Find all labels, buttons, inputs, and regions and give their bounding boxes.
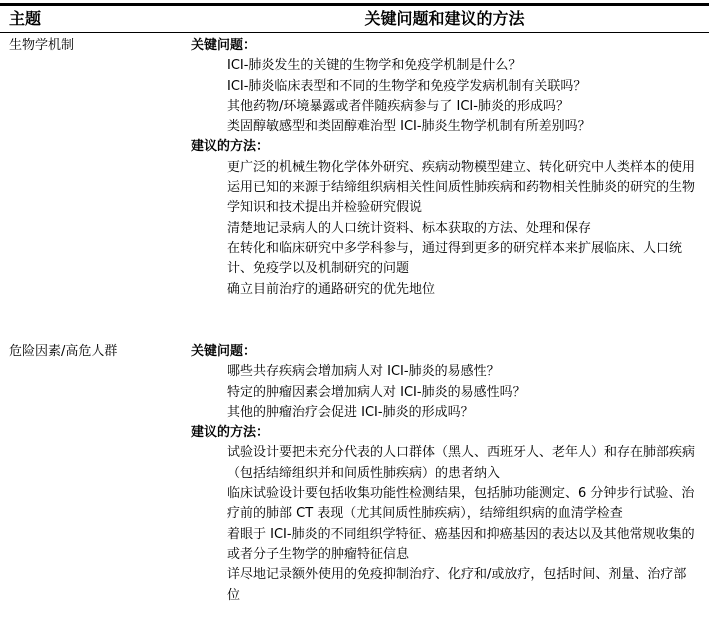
list-item: 特定的肿瘤因素会增加病人对 ICI-肺炎的易感性吗？ [227,384,526,400]
list-item: 其他药物/环境暴露或者伴随疾病参与了 ICI-肺炎的形成吗？ [227,98,569,114]
questions-label: 关键问题： [191,344,257,359]
table-header-rule [0,32,709,33]
question-list [191,362,699,423]
list-item: 哪些共存疾病会增加病人对 ICI-肺炎的易感性？ [227,364,500,380]
header-issues: 关键问题和建议的方法 [364,9,525,28]
list-item: 试验设计要把未充分代表的人口群体（黑人、西班牙人、老年人）和存在肺部疾病（包括结缔组织并和间质性肺疾病）的患者纳入 [227,445,696,481]
row-content-mechanism [191,36,699,300]
question-list [191,56,699,137]
row-topic-risk-factors: 危险因素/高危人群 [9,344,118,359]
row-content-risk-factors [191,342,699,606]
list-item: ICI-肺炎发生的关键的生物学和免疫学机制是什么？ [227,58,522,74]
method-list [191,158,699,300]
list-item: 着眼于 ICI-肺炎的不同组织学特征、癌基因和抑癌基因的表达以及其他常规收集的或者分子生物学的肿瘤特征信息 [227,526,695,562]
list-item: 运用已知的来源于结缔组织病相关性间质性肺疾病和药物相关性肺炎的研究的生物学知识和技术提出并检验研究假说 [227,180,696,216]
table-top-rule [0,3,709,6]
list-item: 临床试验设计要包括收集功能性检测结果，包括肺功能测定、6 分钟步行试验、治疗前的肺部 CT 表现（尤其间质性肺疾病），结缔组织病的血清学检查 [227,486,695,522]
list-item: 更广泛的机械生物化学体外研究、疾病动物模型建立、转化研究中人类样本的使用 [227,159,696,175]
list-item: 确立目前治疗的通路研究的优先地位 [227,281,436,297]
method-list [191,443,699,605]
methods-label: 建议的方法： [191,139,270,155]
list-item: ICI-肺炎临床表型和不同的生物学和免疫学发病机制有关联吗？ [227,78,587,94]
list-item: 其他的肿瘤治疗会促进 ICI-肺炎的形成吗？ [227,404,474,420]
list-item: 类固醇敏感型和类固醇难治型 ICI-肺炎生物学机制有所差别吗？ [227,119,591,135]
row-topic-mechanism: 生物学机制 [9,38,75,53]
list-item: 清楚地记录病人的人口统计资料、标本获取的方法、处理和保存 [227,220,592,236]
list-item: 详尽地记录额外使用的免疫抑制治疗、化疗和/或放疗，包括时间、剂量、治疗部位 [227,567,687,603]
methods-label: 建议的方法： [191,425,270,441]
questions-label: 关键问题： [191,38,257,53]
header-topic: 主题 [9,9,42,28]
list-item: 在转化和临床研究中多学科参与，通过得到更多的研究样本来扩展临床、人口统计、免疫学以及机制研究的问题 [227,240,683,277]
